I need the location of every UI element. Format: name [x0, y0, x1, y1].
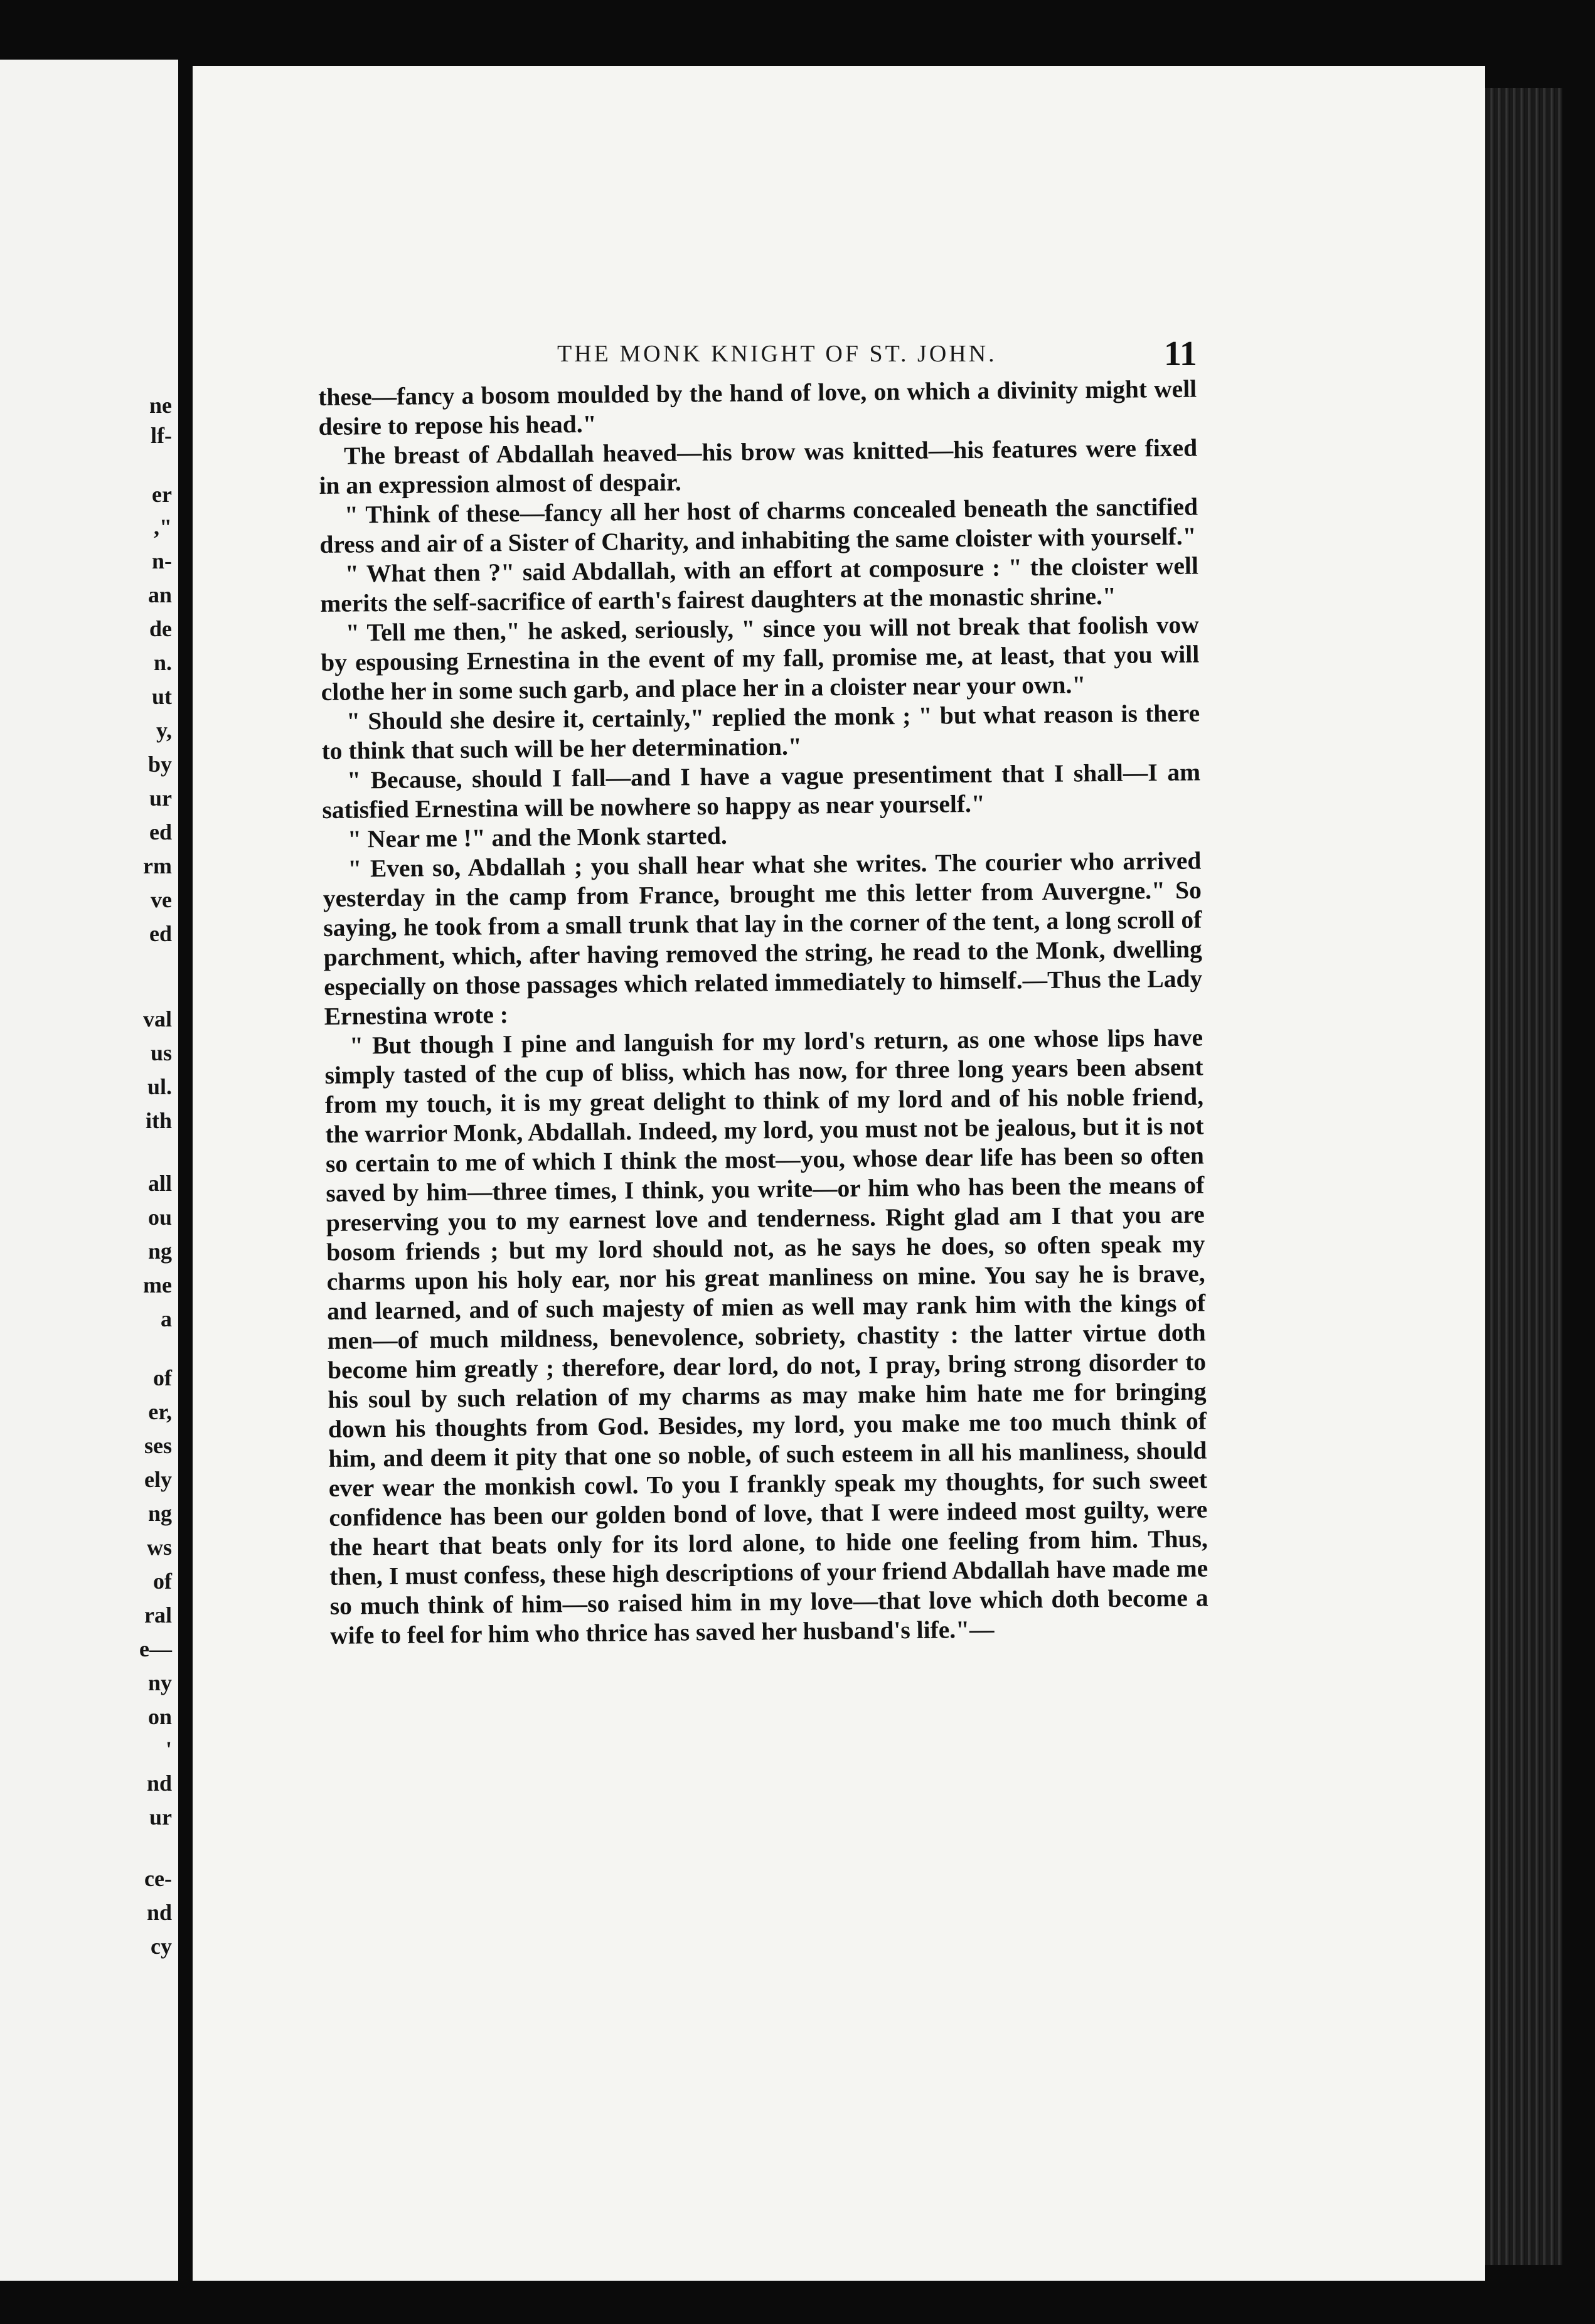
previous-page-fragment: n. [153, 650, 172, 675]
paragraph: " Near me !" and the Monk started. [347, 821, 728, 853]
previous-page-fragment: cy [151, 1934, 172, 1959]
previous-page-fragment: of [153, 1365, 172, 1390]
previous-page-fragment: of [153, 1569, 172, 1594]
previous-page-fragment: ses [144, 1433, 172, 1458]
previous-page-fragment: all [147, 1171, 172, 1196]
previous-page-fragment: n- [151, 548, 172, 573]
paragraph: " What then ?" said Abdallah, with an effort at composure : " the cloister well merits the self-sacrifice of earth's fairest daughters at the monastic shrine." [320, 552, 1199, 617]
paragraph: " Should she desire it, certainly," replied the monk ; " but what reason is there to think that such will be her determination." [321, 699, 1200, 765]
paragraph: these—fancy a bosom moulded by the hand of love, on which a divinity might well desire to repose his head." [318, 375, 1197, 440]
previous-page-fragment: ng [147, 1239, 172, 1264]
previous-page-fragment: ur [149, 1804, 172, 1830]
page-number: 11 [1164, 334, 1197, 373]
body-text [318, 375, 1208, 1651]
previous-page-fragment: ed [149, 921, 172, 946]
running-head: THE MONK KNIGHT OF ST. JOHN. [557, 341, 997, 367]
previous-page-fragment: on [147, 1704, 172, 1729]
previous-page-fragment: ut [151, 684, 172, 709]
paragraph: " Because, should I fall—and I have a vague presentiment that I shall—I am satisfied Ernestina will be nowhere so happy as near yourself." [322, 758, 1201, 824]
paragraph: " Think of these—fancy all her host of charms concealed beneath the sanctified dress and air of a Sister of Charity, and inhabiting the same cloister with yourself." [319, 493, 1198, 558]
previous-page-fragment: ny [147, 1670, 172, 1695]
previous-page-fragment: ou [147, 1205, 172, 1230]
paragraph: " Even so, Abdallah ; you shall hear what she writes. The courier who arrived yesterday in the camp from France, brought me this letter from Auvergne." So saying, he took from a small trunk that lay in the corner of the tent, a long scroll of parchment, which, after having removed the string, he read to the Monk, dwelling especially on those passages which related immediately to himself.—Thus the Lady Ernestina wrote : [323, 846, 1203, 1030]
previous-page-fragment: ," [154, 514, 172, 540]
previous-page-fragment: ul. [147, 1074, 172, 1099]
previous-page-fragment: me [143, 1272, 172, 1298]
previous-page-fragment: a [161, 1306, 172, 1331]
previous-page-fragment: nd [146, 1771, 172, 1796]
previous-page-fragment: ng [147, 1501, 172, 1526]
paragraph: " But though I pine and languish for my lord's return, as one whose lips have simply tasted of the cup of bliss, which has now, for three long years been absent from my touch, it is my great delight to think of my lord and of his noble friend, the warrior Monk, Abdallah. Indeed, my lord, you must not be jealous, but it is not so certain to me of which I think the most—you, whose dear life has been so often saved by him—three times, I think, you write—or him who has been the means of preserving you to my earnest love and tenderness. Right glad am I that you are bosom friends ; but my lord should not, as he says he does, so often speak my charms upon his holy ear, nor his great manliness on mine. You say he is brave, and learned, and of such majesty of mien as well may rank him with the kings of men—of much mildness, benevolence, sobriety, chastity : the latter virtue doth become him greatly ; therefore, dear lord, do not, I pray, bring strong disorder to his soul by such relation of my charms as may make him hate me for bringing down his thoughts from God. Besides, my lord, you make me too much think of him, and deem it pity that one so noble, of such esteem in all his manliness, should ever wear the monkish cowl. To you I frankly speak my thoughts, for such sweet confidence has been our golden bond of love, that I were indeed most guilty, were the heart that beats only for its lord alone, to hide one feeling from him. Thus, then, I must confess, these high descriptions of your friend Abdallah have made me so much think of him—so raised him in my love—that love which doth become a wife to feel for him who thrice has saved her husband's life."— [324, 1023, 1208, 1650]
paragraph: The breast of Abdallah heaved—his brow was knitted—his features were fixed in an expression almost of despair. [319, 434, 1198, 499]
previous-page-fragment: val [142, 1006, 172, 1031]
previous-page-fragment: ur [149, 786, 172, 811]
previous-page-fragment: ed [149, 819, 172, 845]
previous-page-fragment: er [152, 482, 172, 507]
paragraph: " Tell me then," he asked, seriously, " since you will not break that foolish vow by espousing Ernestina in the event of my fall, promise me, at least, that you will clothe her in some such garb, and place her in a cloister near your own." [321, 610, 1200, 706]
previous-page-fragment: ws [146, 1535, 172, 1560]
previous-page-fragment: ve [151, 887, 172, 912]
previous-page-fragment: ' [165, 1737, 172, 1762]
previous-page-fragment: ne [149, 393, 172, 418]
previous-page-fragment: by [147, 752, 172, 777]
previous-page-fragment: e— [139, 1636, 172, 1661]
previous-page-fragment: rm [143, 853, 172, 878]
previous-page-fragment: an [147, 582, 172, 607]
previous-page-edge [0, 60, 178, 2281]
previous-page-fragment: ith [145, 1108, 172, 1133]
previous-page-fragment: nd [146, 1900, 172, 1925]
previous-page-fragment: lf- [151, 423, 172, 448]
previous-page-fragment: er, [148, 1399, 172, 1424]
previous-page-fragment: ely [144, 1467, 172, 1492]
previous-page-fragment: us [150, 1040, 172, 1065]
previous-page-fragment: de [149, 616, 172, 641]
previous-page-fragment: y, [156, 718, 172, 743]
previous-page-fragment: ce- [144, 1866, 172, 1891]
previous-page-fragment: ral [144, 1602, 172, 1628]
